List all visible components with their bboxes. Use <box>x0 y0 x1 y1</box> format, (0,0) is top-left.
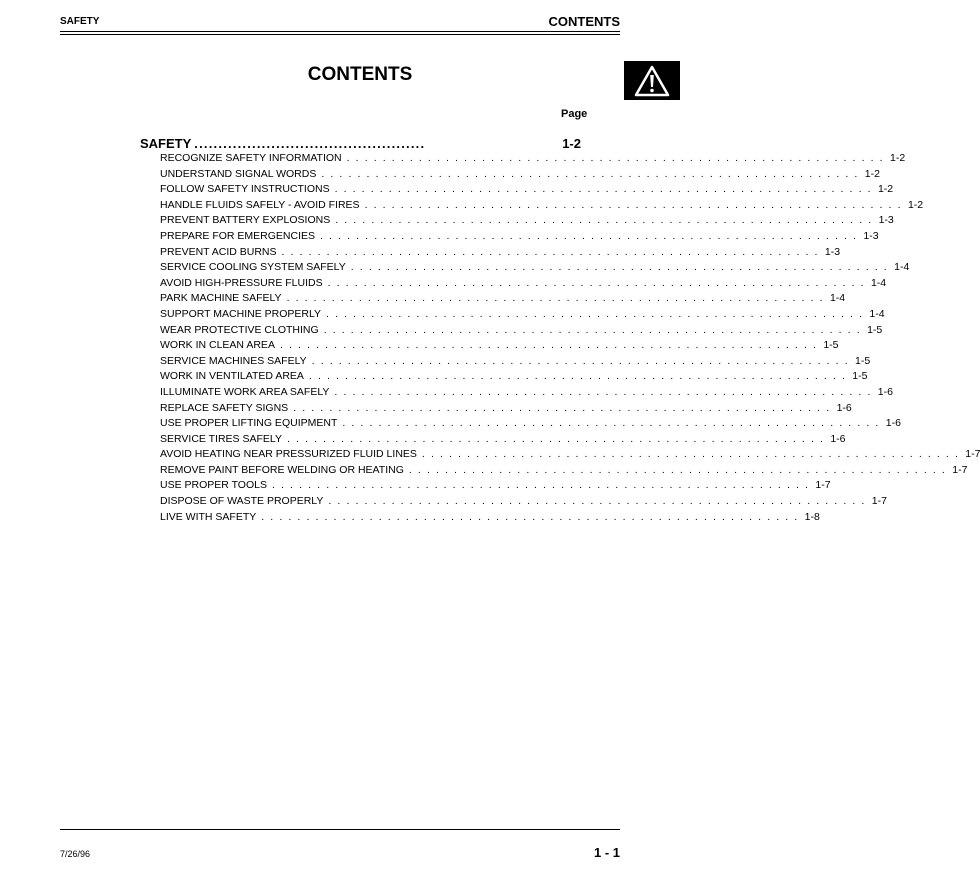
toc-entry-leader: . . . . . . . . . . . . . . . . . . . . . . . . . . . . . . . . . . . . . . . . . . . . . . . . . . . . . . . . . . . . <box>320 229 858 242</box>
toc-entry-page: 1-4 <box>869 307 885 320</box>
toc-main-label: SAFETY <box>140 136 192 151</box>
toc-entry-label: AVOID HEATING NEAR PRESSURIZED FLUID LINES <box>160 448 417 461</box>
toc-entry[interactable] <box>160 479 831 495</box>
toc-entry[interactable] <box>160 385 893 402</box>
toc-entry-label: USE PROPER LIFTING EQUIPMENT <box>160 417 338 430</box>
toc-entry-leader: . . . . . . . . . . . . . . . . . . . . . . . . . . . . . . . . . . . . . . . . . . . . . . . . . . . . . . . . . . . . <box>328 495 866 508</box>
toc-entry-leader: . . . . . . . . . . . . . . . . . . . . . . . . . . . . . . . . . . . . . . . . . . . . . . . . . . . . . . . . . . . . <box>293 401 831 414</box>
toc-entry[interactable] <box>160 276 887 293</box>
toc-entry-leader: . . . . . . . . . . . . . . . . . . . . . . . . . . . . . . . . . . . . . . . . . . . . . . . . . . . . . . . . . . . . <box>281 245 820 258</box>
footer-page-number: 1 - 1 <box>593 845 620 860</box>
toc-entry-label: REPLACE SAFETY SIGNS <box>160 401 289 414</box>
toc-entry[interactable] <box>160 323 883 340</box>
toc-entry[interactable] <box>160 510 820 527</box>
toc-entry-leader: . . . . . . . . . . . . . . . . . . . . . . . . . . . . . . . . . . . . . . . . . . . . . . . . . . . . . . . . . . . . <box>326 307 864 320</box>
toc-entry-page: 1-2 <box>877 183 894 196</box>
toc-entry[interactable] <box>160 463 968 480</box>
toc-entry-page: 1-7 <box>815 479 831 492</box>
toc-entry[interactable] <box>160 245 841 262</box>
toc-entry-label: REMOVE PAINT BEFORE WELDING OR HEATING <box>160 463 404 476</box>
toc-entry-label: SERVICE COOLING SYSTEM SAFELY <box>160 261 346 274</box>
toc-entry[interactable] <box>160 152 906 168</box>
toc-entry-page: 1-8 <box>804 510 820 523</box>
toc-entry-page: 1-7 <box>965 448 980 461</box>
toc-entry-page: 1-6 <box>830 432 846 445</box>
toc-entry-page: 1-5 <box>852 370 868 383</box>
header-title: CONTENTS <box>548 14 620 29</box>
toc-entry-label: PARK MACHINE SAFELY <box>160 292 282 305</box>
toc-entry-label: PREPARE FOR EMERGENCIES <box>160 229 315 242</box>
toc-entry-label: FOLLOW SAFETY INSTRUCTIONS <box>160 183 330 196</box>
toc-entry-leader: . . . . . . . . . . . . . . . . . . . . . . . . . . . . . . . . . . . . . . . . . . . . . . . . . . . . . . . . . . . . <box>334 385 872 398</box>
toc-entry-page: 1-2 <box>890 152 906 164</box>
toc-entry[interactable] <box>160 432 846 449</box>
toc-entry[interactable] <box>160 292 846 308</box>
toc-entry-leader: . . . . . . . . . . . . . . . . . . . . . . . . . . . . . . . . . . . . . . . . . . . . . . . . . . . . . . . . . . . . <box>286 292 825 305</box>
toc-entry-page: 1-4 <box>829 292 846 305</box>
toc-entry-leader: . . . . . . . . . . . . . . . . . . . . . . . . . . . . . . . . . . . . . . . . . . . . . . . . . . . . . . . . . . . . <box>271 479 810 492</box>
toc-entry-leader: . . . . . . . . . . . . . . . . . . . . . . . . . . . . . . . . . . . . . . . . . . . . . . . . . . . . . . . . . . . . <box>421 448 960 461</box>
footer-rule <box>60 829 620 830</box>
toc-entry-page: 1-5 <box>867 323 883 336</box>
toc-entry-leader: . . . . . . . . . . . . . . . . . . . . . . . . . . . . . . . . . . . . . . . . . . . . . . . . . . . . . . . . . . . . <box>323 323 862 336</box>
toc-entry-leader: . . . . . . . . . . . . . . . . . . . . . . . . . . . . . . . . . . . . . . . . . . . . . . . . . . . . . . . . . . . . <box>335 214 873 227</box>
toc-entry-leader: . . . . . . . . . . . . . . . . . . . . . . . . . . . . . . . . . . . . . . . . . . . . . . . . . . . . . . . . . . . . <box>321 167 859 180</box>
toc-entry-page: 1-5 <box>823 339 839 352</box>
toc-entry[interactable] <box>160 401 852 418</box>
toc-entry-page: 1-4 <box>894 261 910 274</box>
toc-entry[interactable] <box>160 339 839 355</box>
toc-main-page: 1-2 <box>562 136 581 151</box>
toc-entry-leader: . . . . . . . . . . . . . . . . . . . . . . . . . . . . . . . . . . . . . . . . . . . . . . . . . . . . . . . . . . . . <box>261 510 799 523</box>
toc-entry[interactable] <box>160 183 894 199</box>
toc-entry[interactable] <box>160 198 924 215</box>
toc-entry-page: 1-6 <box>877 385 893 398</box>
toc-entry-leader: . . . . . . . . . . . . . . . . . . . . . . . . . . . . . . . . . . . . . . . . . . . . . . . . . . . . . . . . . . . . <box>342 417 880 430</box>
toc-entry[interactable] <box>160 448 980 464</box>
toc-entry[interactable] <box>160 495 887 511</box>
toc-entry-leader: . . . . . . . . . . . . . . . . . . . . . . . . . . . . . . . . . . . . . . . . . . . . . . . . . . . . . . . . . . . . <box>327 276 866 289</box>
toc-entry[interactable] <box>160 214 894 230</box>
toc-entry-label: ILLUMINATE WORK AREA SAFELY <box>160 385 330 398</box>
toc-entry-leader: . . . . . . . . . . . . . . . . . . . . . . . . . . . . . . . . . . . . . . . . . . . . . . . . . . . . . . . . . . . . <box>286 432 825 445</box>
toc-entry-label: LIVE WITH SAFETY <box>160 510 257 523</box>
page-title: CONTENTS <box>307 64 413 85</box>
toc-entry-label: WEAR PROTECTIVE CLOTHING <box>160 323 319 336</box>
footer-date: 7/26/96 <box>60 849 91 859</box>
header-rule-top <box>60 31 620 32</box>
toc-entry-page: 1-4 <box>870 276 887 289</box>
toc-entry-page: 1-5 <box>855 354 871 367</box>
toc-entry-page: 1-3 <box>824 245 841 258</box>
toc-main-entry[interactable] <box>140 136 581 151</box>
toc-entry-page: 1-6 <box>885 417 901 430</box>
toc-entry-label: AVOID HIGH-PRESSURE FLUIDS <box>160 276 323 289</box>
toc-main-leader: ................................................ <box>194 136 426 151</box>
toc-entry[interactable] <box>160 167 880 184</box>
toc-entry-label: WORK IN CLEAN AREA <box>160 339 275 352</box>
toc-entry-label: SERVICE TIRES SAFELY <box>160 432 282 445</box>
toc-entry-leader: . . . . . . . . . . . . . . . . . . . . . . . . . . . . . . . . . . . . . . . . . . . . . . . . . . . . . . . . . . . . <box>350 261 889 274</box>
toc-entry-label: UNDERSTAND SIGNAL WORDS <box>160 167 317 180</box>
toc-entry-label: SERVICE MACHINES SAFELY <box>160 354 307 367</box>
header-rule-bottom <box>60 34 620 35</box>
toc-entry[interactable] <box>160 229 879 246</box>
toc-entry-leader: . . . . . . . . . . . . . . . . . . . . . . . . . . . . . . . . . . . . . . . . . . . . . . . . . . . . . . . . . . . . <box>308 370 847 383</box>
toc-entry-label: SUPPORT MACHINE PROPERLY <box>160 307 322 320</box>
toc-entry[interactable] <box>160 354 871 371</box>
toc-entry-label: DISPOSE OF WASTE PROPERLY <box>160 495 324 508</box>
toc-entry-label: HANDLE FLUIDS SAFELY - AVOID FIRES <box>160 198 360 211</box>
toc-entry-label: WORK IN VENTILATED AREA <box>160 370 304 383</box>
toc-entry-page: 1-3 <box>863 229 879 242</box>
toc-entry[interactable] <box>160 417 901 433</box>
toc-entry-page: 1-6 <box>836 401 852 414</box>
toc-entry-leader: . . . . . . . . . . . . . . . . . . . . . . . . . . . . . . . . . . . . . . . . . . . . . . . . . . . . . . . . . . . . <box>334 183 873 196</box>
toc-entry-label: PREVENT BATTERY EXPLOSIONS <box>160 214 331 227</box>
toc-entry-leader: . . . . . . . . . . . . . . . . . . . . . . . . . . . . . . . . . . . . . . . . . . . . . . . . . . . . . . . . . . . . <box>346 152 885 164</box>
toc-entry[interactable] <box>160 370 868 386</box>
toc-entry-label: RECOGNIZE SAFETY INFORMATION <box>160 152 342 164</box>
toc-entry-page: 1-2 <box>907 198 924 211</box>
toc-entry-page: 1-3 <box>878 214 894 227</box>
toc-entry-label: USE PROPER TOOLS <box>160 479 267 492</box>
header-section-name: SAFETY <box>60 16 100 27</box>
toc-entry-leader: . . . . . . . . . . . . . . . . . . . . . . . . . . . . . . . . . . . . . . . . . . . . . . . . . . . . . . . . . . . . <box>311 354 850 367</box>
page-column-label: Page <box>561 108 588 120</box>
toc-entry-leader: . . . . . . . . . . . . . . . . . . . . . . . . . . . . . . . . . . . . . . . . . . . . . . . . . . . . . . . . . . . . <box>279 339 818 352</box>
toc-entry-label: PREVENT ACID BURNS <box>160 245 277 258</box>
toc-entry-page: 1-2 <box>864 167 880 180</box>
toc-entry-page: 1-7 <box>952 463 968 476</box>
toc-entry-page: 1-7 <box>871 495 887 508</box>
toc-entry[interactable] <box>160 307 885 324</box>
toc-entry[interactable] <box>160 261 910 277</box>
toc-entry-leader: . . . . . . . . . . . . . . . . . . . . . . . . . . . . . . . . . . . . . . . . . . . . . . . . . . . . . . . . . . . . <box>408 463 947 476</box>
toc-list <box>160 152 980 526</box>
toc-entry-leader: . . . . . . . . . . . . . . . . . . . . . . . . . . . . . . . . . . . . . . . . . . . . . . . . . . . . . . . . . . . . <box>364 198 903 211</box>
